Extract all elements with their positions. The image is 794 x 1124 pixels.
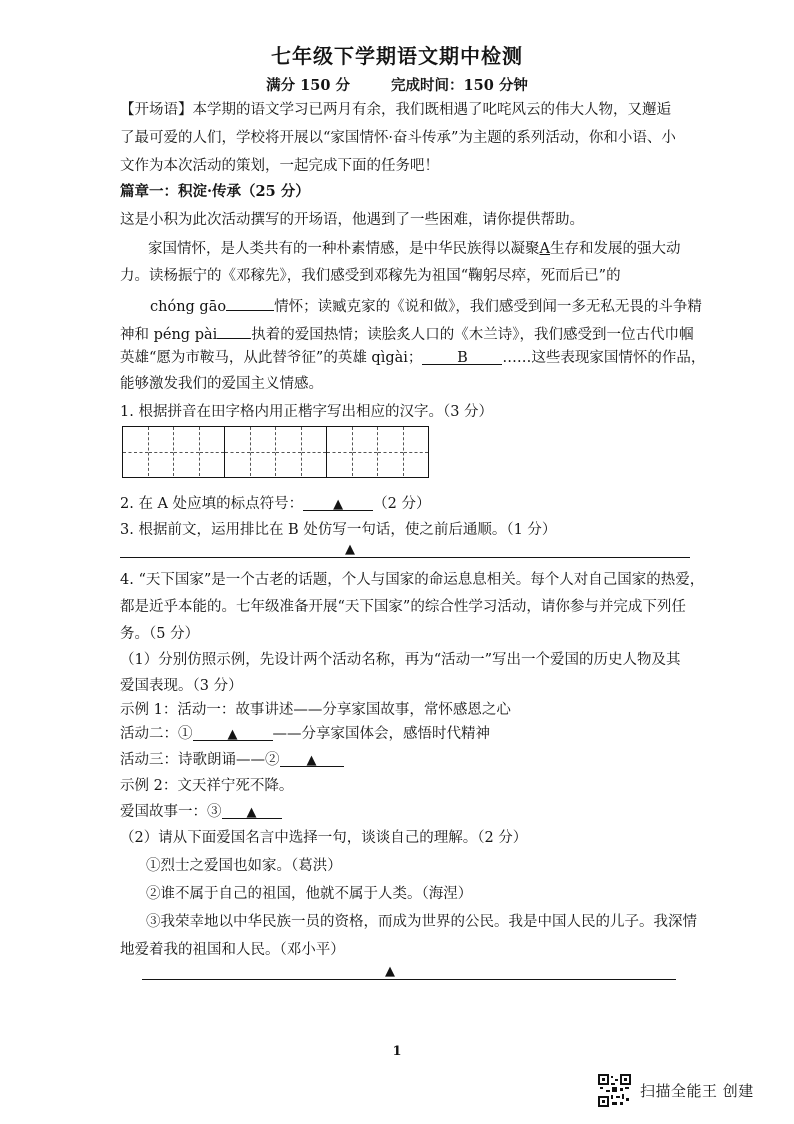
- tianzige-cell[interactable]: [173, 427, 199, 476]
- question-3: 3. 根据前文，运用排比在 B 处仿写一句话，使之前后通顺。（1 分）: [120, 522, 557, 538]
- chapter-heading: 篇章一：积淀·传承（25 分）: [120, 183, 310, 200]
- q4-part2: （2）请从下面爱国名言中选择一句，谈谈自己的理解。（2 分）: [120, 830, 528, 846]
- quote-3-line-2: 地爱着我的祖国和人民。（邓小平）: [120, 942, 345, 958]
- q4-part1-line-1: （1）分别仿照示例，先设计两个活动名称，再为“活动一”写出一个爱国的历史人物及其: [120, 652, 681, 668]
- tianzige-cell[interactable]: [225, 427, 250, 476]
- tianzige-cell[interactable]: [275, 427, 301, 476]
- tianzige-grid: [122, 426, 429, 478]
- q4-line-3: 务。（5 分）: [120, 626, 200, 642]
- answer-marker-q4: ▲: [385, 964, 395, 979]
- question-2: 2. 在 A 处应填的标点符号： ▲ （2 分）: [120, 496, 431, 512]
- exam-title: 七年级下学期语文期中检测: [271, 44, 523, 68]
- activity-2: 活动二：① ▲ ——分享家国体会，感悟时代精神: [120, 726, 490, 742]
- quote-3-line-1: ③我荣幸地以中华民族一员的资格，而成为世界的公民。我是中国人民的儿子。我深情: [146, 914, 697, 930]
- tianzige-cell[interactable]: [123, 427, 148, 476]
- question-1: 1. 根据拼音在田字格内用正楷字写出相应的汉字。（3 分）: [120, 404, 494, 420]
- q4-part1-line-2: 爱国表现。（3 分）: [120, 678, 243, 694]
- tianzige-cell[interactable]: [403, 427, 429, 476]
- quote-1: ①烈士之爱国也如家。（葛洪）: [146, 858, 342, 874]
- chapter-lead: 这是小积为此次活动撰写的开场语，他遇到了一些困难，请你提供帮助。: [120, 212, 584, 228]
- passage-line-3: chóng gāo 情怀；读臧克家的《说和做》，我们感受到闻一多无私无畏的斗争精: [150, 294, 702, 317]
- tianzige-cell[interactable]: [148, 427, 174, 476]
- tianzige-cell[interactable]: [250, 427, 276, 476]
- example-2: 示例 2：文天祥宁死不降。: [120, 778, 294, 794]
- qr-code-icon: [598, 1074, 631, 1107]
- blank-b[interactable]: B: [422, 348, 502, 365]
- answer-marker-q3: ▲: [345, 542, 355, 557]
- passage-line-4: 神和 péng pài 执着的爱国热情；读脍炙人口的《木兰诗》，我们感受到一位古代巾帼: [120, 322, 694, 345]
- page-number: 1: [392, 1044, 402, 1059]
- tianzige-cell[interactable]: [301, 427, 327, 476]
- answer-line-q3[interactable]: [120, 557, 690, 558]
- q4-line-1: 4. “天下国家”是一个古老的话题，个人与国家的命运息息相关。每个人对自己国家的热爱，: [120, 572, 705, 588]
- tianzige-cell[interactable]: [199, 427, 225, 476]
- mark-a: A: [539, 241, 550, 257]
- exam-subtitle: [0, 74, 794, 95]
- quote-2: ②谁不属于自己的祖国，他就不属于人类。（海涅）: [146, 886, 473, 902]
- q4-line-2: 都是近乎本能的。七年级准备开展“天下国家”的综合性学习活动，请你参与并完成下列任: [120, 599, 686, 615]
- example-1: 示例 1：活动一：故事讲述——分享家国故事，常怀感恩之心: [120, 702, 511, 718]
- blank-chonggao[interactable]: [226, 294, 274, 311]
- full-score: 满分 150 分: [266, 77, 350, 94]
- patriotic-story: 爱国故事一：③ ▲: [120, 802, 282, 822]
- passage-line-2: 力。读杨振宁的《邓稼先》，我们感受到邓稼先为祖国“鞠躬尽瘁，死而后已”的: [120, 268, 621, 284]
- blank-activity-3[interactable]: ▲: [280, 750, 344, 767]
- intro-line-2: 了最可爱的人们，学校将开展以“家国情怀·奋斗传承”为主题的系列活动，你和小语、小: [120, 130, 676, 146]
- passage-line-1: 家国情怀，是人类共有的一种朴素情感，是中华民族得以凝聚A生存和发展的强大动: [148, 241, 681, 257]
- tianzige-cell[interactable]: [352, 427, 378, 476]
- intro-line-3: 文作为本次活动的策划，一起完成下面的任务吧！: [120, 158, 439, 174]
- intro-line-1: 【开场语】本学期的语文学习已两月有余，我们既相遇了叱咤风云的伟大人物，又邂逅: [120, 102, 671, 118]
- tianzige-cell[interactable]: [377, 427, 403, 476]
- activity-3: 活动三：诗歌朗诵——② ▲: [120, 750, 344, 770]
- passage-line-6: 能够激发我们的爱国主义情感。: [120, 376, 323, 392]
- blank-activity-2[interactable]: ▲: [193, 724, 273, 741]
- tianzige-word-2[interactable]: [225, 426, 327, 478]
- pinyin-pengpai: péng pài: [153, 327, 218, 343]
- passage-line-5: 英雄“愿为市鞍马，从此替爷征”的英雄 qìgài； B ……这些表现家国情怀的作品，: [120, 350, 706, 366]
- time-limit: 完成时间：150 分钟: [391, 77, 528, 94]
- pinyin-chonggao: chóng gāo: [150, 299, 227, 315]
- scanner-watermark: 扫描全能王 创建: [640, 1082, 754, 1100]
- blank-story[interactable]: ▲: [222, 802, 282, 819]
- tianzige-cell[interactable]: [327, 427, 352, 476]
- answer-line-q4[interactable]: [142, 979, 676, 980]
- blank-pengpai[interactable]: [217, 322, 251, 339]
- tianzige-word-1[interactable]: [122, 426, 225, 478]
- tianzige-word-3[interactable]: [327, 426, 429, 478]
- blank-punctuation[interactable]: ▲: [303, 494, 373, 511]
